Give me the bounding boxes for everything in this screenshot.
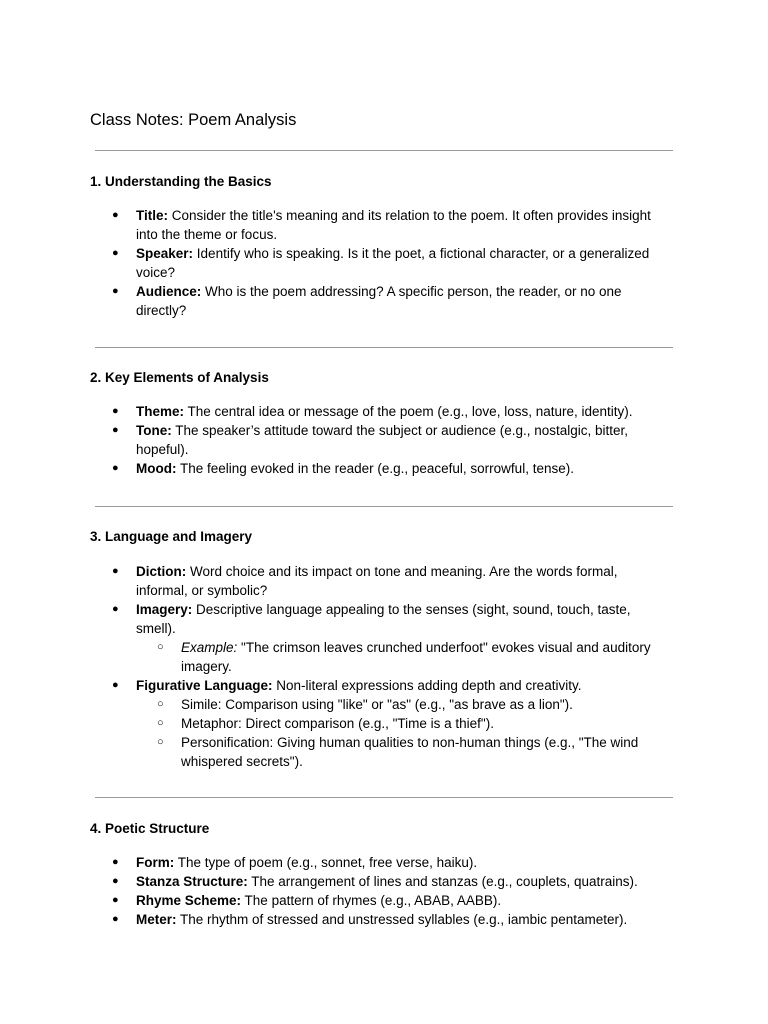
circle-bullet-icon: ○	[157, 717, 164, 729]
list-item-imagery	[0, 600, 768, 676]
bullet-icon: ●	[112, 424, 119, 436]
list-item-form	[0, 853, 768, 872]
list-item-diction	[0, 562, 768, 600]
list-item-meter	[0, 910, 768, 929]
item-text: The arrangement of lines and stanzas (e.g., couplets, quatrains).	[247, 874, 638, 889]
list-key-elements	[0, 402, 768, 478]
list-item-audience	[0, 282, 768, 320]
example-label: Example:	[181, 640, 238, 655]
circle-bullet-icon: ○	[157, 736, 164, 748]
item-label: Form:	[136, 855, 175, 870]
divider	[95, 347, 673, 348]
divider	[95, 506, 673, 507]
item-text: Identify who is speaking. Is it the poet, a fictional character, or a generalized voice?	[136, 246, 650, 280]
item-text: Non-literal expressions adding depth and creativity.	[272, 678, 582, 693]
list-item-tone	[0, 421, 768, 459]
bullet-icon: ●	[112, 913, 119, 925]
item-label: Meter:	[136, 912, 177, 927]
section-heading-language: 3. Language and Imagery	[90, 529, 253, 544]
bullet-icon: ●	[112, 285, 119, 297]
item-text: The type of poem (e.g., sonnet, free verse, haiku).	[174, 855, 478, 870]
list-structure	[0, 853, 768, 929]
bullet-icon: ●	[112, 247, 119, 259]
item-label: Stanza Structure:	[136, 874, 248, 889]
item-label: Imagery:	[136, 602, 193, 617]
item-label: Diction:	[136, 564, 187, 579]
subitem-text: Metaphor: Direct comparison (e.g., "Time is a thief").	[181, 716, 494, 731]
item-label: Speaker:	[136, 246, 194, 261]
bullet-icon: ●	[112, 209, 119, 221]
bullet-icon: ●	[112, 603, 119, 615]
list-item-figurative-language	[0, 676, 768, 771]
item-label: Mood:	[136, 461, 177, 476]
item-label: Audience:	[136, 284, 202, 299]
list-item-stanza-structure	[0, 872, 768, 891]
list-language	[0, 562, 768, 771]
list-basics	[0, 206, 768, 320]
bullet-icon: ●	[112, 679, 119, 691]
item-label: Title:	[136, 208, 169, 223]
sublist-item-personification	[136, 733, 668, 771]
circle-bullet-icon: ○	[157, 698, 164, 710]
divider	[95, 150, 673, 151]
bullet-icon: ●	[112, 875, 119, 887]
sublist-item-metaphor	[136, 714, 668, 733]
list-item-mood	[0, 459, 768, 478]
sublist-item-example	[136, 638, 668, 676]
list-item-title	[0, 206, 768, 244]
item-text: Who is the poem addressing? A specific person, the reader, or no one directly?	[136, 284, 622, 318]
bullet-icon: ●	[112, 405, 119, 417]
list-item-rhyme-scheme	[0, 891, 768, 910]
document-title: Class Notes: Poem Analysis	[90, 111, 297, 129]
subitem-text: Simile: Comparison using "like" or "as" (e.g., "as brave as a lion").	[181, 697, 573, 712]
item-label: Figurative Language:	[136, 678, 273, 693]
divider	[95, 797, 673, 798]
item-text: Consider the title's meaning and its relation to the poem. It often provides insight into the theme or focus.	[136, 208, 651, 242]
list-item-speaker	[0, 244, 768, 282]
item-text: Descriptive language appealing to the senses (sight, sound, touch, taste, smell).	[136, 602, 631, 636]
item-text: The feeling evoked in the reader (e.g., peaceful, sorrowful, tense).	[176, 461, 574, 476]
item-text: Word choice and its impact on tone and meaning. Are the words formal, informal, or symbolic?	[136, 564, 618, 598]
section-heading-structure: 4. Poetic Structure	[90, 821, 210, 836]
bullet-icon: ●	[112, 565, 119, 577]
sublist-imagery	[136, 638, 668, 676]
example-text: "The crimson leaves crunched underfoot" evokes visual and auditory imagery.	[181, 640, 651, 674]
item-label: Tone:	[136, 423, 172, 438]
bullet-icon: ●	[112, 894, 119, 906]
subitem-text: Personification: Giving human qualities to non-human things (e.g., "The wind whispered secrets").	[181, 735, 639, 769]
item-text: The rhythm of stressed and unstressed syllables (e.g., iambic pentameter).	[176, 912, 628, 927]
bullet-icon: ●	[112, 462, 119, 474]
item-text: The speaker’s attitude toward the subject or audience (e.g., nostalgic, bitter, hopeful).	[136, 423, 629, 457]
section-heading-key-elements: 2. Key Elements of Analysis	[90, 370, 269, 385]
item-text: The pattern of rhymes (e.g., ABAB, AABB).	[241, 893, 502, 908]
circle-bullet-icon: ○	[157, 641, 164, 653]
item-label: Theme:	[136, 404, 185, 419]
section-heading-basics: 1. Understanding the Basics	[90, 174, 272, 189]
item-label: Rhyme Scheme:	[136, 893, 242, 908]
item-text: The central idea or message of the poem (e.g., love, loss, nature, identity).	[184, 404, 633, 419]
sublist-item-simile	[136, 695, 668, 714]
bullet-icon: ●	[112, 856, 119, 868]
list-item-theme	[0, 402, 768, 421]
sublist-figurative	[136, 695, 668, 771]
